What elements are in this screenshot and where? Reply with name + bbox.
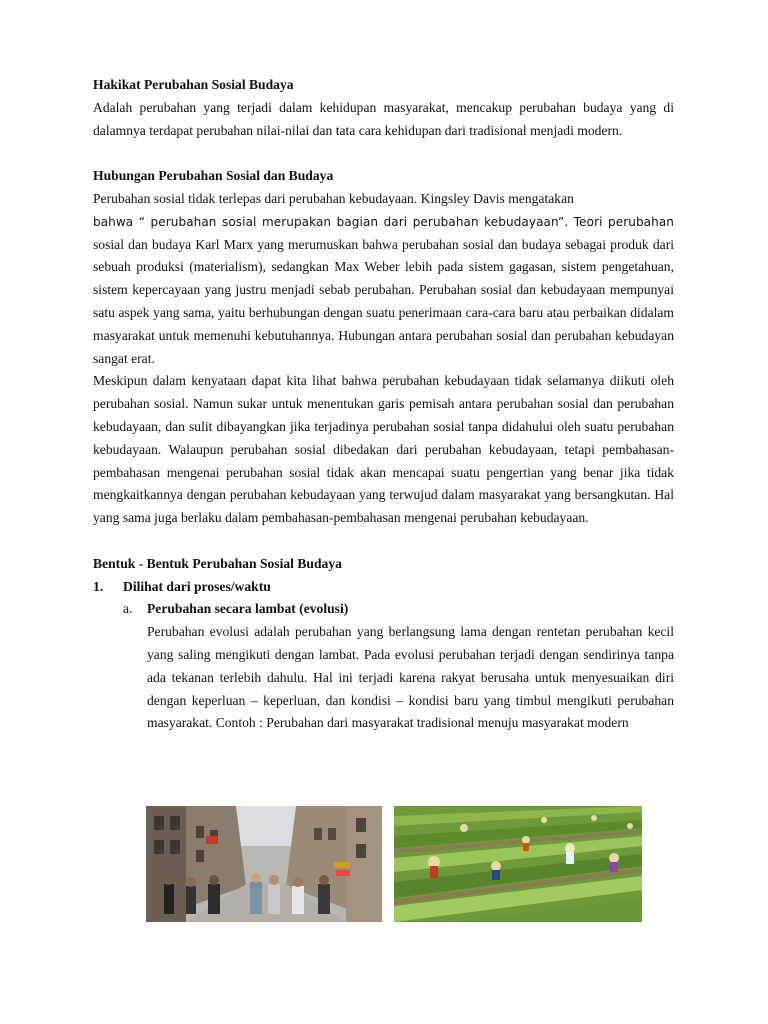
paragraph-hubungan-2: Meskipun dalam kenyataan dapat kita lihat bahwa perubahan kebudayaan tidak selamanya diikuti oleh perubahan sosial. Namun sukar untuk menentukan garis pemisah antara perubahan sosial dan perubahan kebudayaan, dan sulit dibayangkan jika terjadinya perubahan sosial tanpa didahului oleh suatu perubahan kebudayaan. Walaupun perubahan sosial dibedakan dari perubahan kebudayaan, tetapi pembahasan-pembahasan mengenai perubahan sosial tidak akan mencapai suatu pengertian yang benar jika tidak mengkaitkannya dengan perubahan kebudayaan yang terwujud dalam masyarakat yang bersangkutan. Hal yang sama juga berlaku dalam pembahasan-pembahasan mengenai perubahan kebudayaan. xyxy=(93,373,674,526)
city-street-image xyxy=(146,806,382,922)
hubungan-text-start: Perubahan sosial tidak terlepas dari perubahan kebudayaan. Kingsley Davis mengatakan xyxy=(93,190,574,206)
document-content xyxy=(93,74,674,735)
paragraph-hakikat: Adalah perubahan yang terjadi dalam kehidupan masyarakat, mencakup perubahan budaya yang di dalamnya terdapat perubahan nilai-nilai dan tata cara kehidupan dari tradisional menjadi modern. xyxy=(93,99,674,138)
spacer xyxy=(93,530,674,553)
rice-field-image xyxy=(394,806,642,922)
list-number: 1. xyxy=(93,578,104,594)
heading-bentuk: Bentuk - Bentuk Perubahan Sosial Budaya xyxy=(93,555,342,571)
spacer xyxy=(93,142,674,165)
list-item-1 xyxy=(93,576,674,599)
city-street-photo xyxy=(146,806,382,922)
photo-row xyxy=(146,806,642,922)
sub-label: Perubahan secara lambat (evolusi) xyxy=(147,601,349,617)
heading-hubungan: Hubungan Perubahan Sosial dan Budaya xyxy=(93,168,334,184)
hubungan-text-rest: sosial dan budaya Karl Marx yang merumuskan bahwa perubahan sosial dan budaya sebagai produk dari sebuah produksi (materialism), sedangkan Max Weber lebih pada sistem gagasan, sistem pengetahuan, sistem kepercayaan yang justru menjadi sebab perubahan. Perubahan sosial dan kebudayaan mempunyai satu aspek yang sama, yaitu berhubungan dengan suatu penerimaan cara-cara baru atau perbaikan didalam masyarakat untuk memenuhi kebutuhannya. Hubungan antara perubahan sosial dan perubahan kebudayan sangat erat. xyxy=(93,236,674,366)
paragraph-hubungan-1 xyxy=(93,188,674,370)
sub-item-a xyxy=(123,598,674,621)
sub-letter: a. xyxy=(123,601,133,617)
paragraph-evolusi: Perubahan evolusi adalah perubahan yang berlangsung lama dengan rentetan perubahan kecil yang saling mengikuti dengan lambat. Pada evolusi perubahan terjadi dengan sendirinya tanpa ada tekanan terlebih dahulu. Hal ini terjadi karena rakyat berusaha untuk menyesuaikan diri dengan keperluan – keperluan, dan kondisi – kondisi baru yang timbul mengikuti perubahan masyarakat. Contoh : Perubahan dari masyarakat tradisional menuju masyarakat modern xyxy=(147,624,674,731)
hubungan-quote: bahwa “ perubahan sosial merupakan bagian dari perubahan kebudayaan”. Teori perubahan xyxy=(93,214,674,229)
list-label: Dilihat dari proses/waktu xyxy=(123,578,271,594)
heading-hakikat: Hakikat Perubahan Sosial Budaya xyxy=(93,77,294,92)
rice-field-photo xyxy=(394,806,642,922)
